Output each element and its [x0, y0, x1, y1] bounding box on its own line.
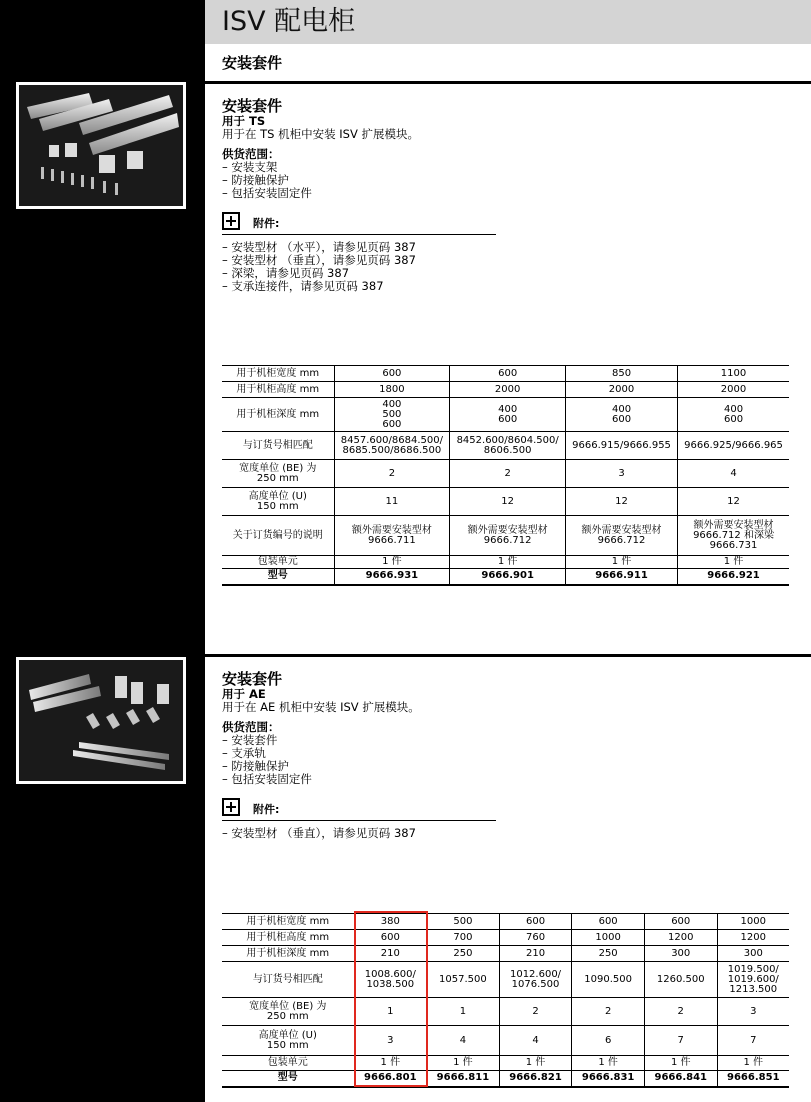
table-cell: 400 500 600	[334, 398, 450, 432]
table-cell: 2000	[678, 382, 789, 398]
row-label: 用于机柜高度 mm	[222, 382, 334, 398]
model-number: 9666.901	[450, 569, 566, 585]
kit2-spec-table	[222, 913, 789, 1088]
row-label: 宽度单位 (BE) 为 250 mm	[222, 998, 354, 1026]
kit1-spec-table	[222, 365, 789, 586]
table-row	[222, 398, 789, 432]
table-cell: 1 件	[450, 556, 566, 569]
kit1-accessory-item: – 支承连接件，请参见页码 387	[222, 279, 384, 293]
table-cell: 500	[427, 914, 500, 930]
table-cell: 1008.600/ 1038.500	[354, 962, 427, 998]
table-row	[222, 962, 789, 998]
kit1-accessory-item: – 深梁，请参见页码 387	[222, 266, 350, 280]
row-label: 与订货号相匹配	[222, 962, 354, 998]
table-cell: 1019.500/ 1019.600/ 1213.500	[717, 962, 789, 998]
highlight-box	[354, 911, 428, 1087]
table-cell: 250	[572, 946, 645, 962]
row-label: 用于机柜深度 mm	[222, 398, 334, 432]
section-rule-2	[205, 654, 811, 657]
table-row	[222, 382, 789, 398]
model-number: 9666.931	[334, 569, 450, 585]
table-cell: 400 600	[678, 398, 789, 432]
model-number: 9666.801	[354, 1071, 427, 1087]
table-row	[222, 556, 789, 569]
section-rule-1	[205, 81, 811, 84]
table-cell: 1200	[644, 930, 717, 946]
kit2-accessory-list	[222, 827, 416, 840]
kit2-scope-title: 供货范围：	[222, 720, 280, 734]
table-cell: 9666.915/9666.955	[566, 432, 678, 460]
kit1-title: 安装套件	[222, 97, 283, 115]
kit1-accessory-item: – 安装型材 （垂直），请参见页码 387	[222, 253, 416, 267]
model-number: 9666.821	[499, 1071, 572, 1087]
kit2-description: 用于在 AE 机柜中安装 ISV 扩展模块。	[222, 700, 420, 714]
table-cell: 600	[644, 914, 717, 930]
page-title: ISV 配电柜	[222, 6, 356, 37]
model-row	[222, 569, 789, 585]
kit2-text-block	[222, 670, 420, 786]
table-cell: 210	[354, 946, 427, 962]
table-cell: 额外需要安装型材 9666.712	[566, 516, 678, 556]
table-cell: 2	[572, 998, 645, 1026]
table-cell: 9666.925/9666.965	[678, 432, 789, 460]
model-row	[222, 1071, 789, 1087]
table-cell: 1800	[334, 382, 450, 398]
table-cell: 760	[499, 930, 572, 946]
row-label: 高度单位 (U) 150 mm	[222, 488, 334, 516]
table-row	[222, 1056, 789, 1071]
table-cell: 2	[499, 998, 572, 1026]
table-cell: 2	[334, 460, 450, 488]
table-cell: 300	[644, 946, 717, 962]
table-cell: 600	[354, 930, 427, 946]
table-cell: 2000	[450, 382, 566, 398]
table-cell: 1000	[572, 930, 645, 946]
row-label: 与订货号相匹配	[222, 432, 334, 460]
table-cell: 额外需要安装型材 9666.712 和深梁 9666.731	[678, 516, 789, 556]
table-cell: 3	[354, 1026, 427, 1056]
model-number: 9666.841	[644, 1071, 717, 1087]
table-row	[222, 1026, 789, 1056]
table-cell: 210	[499, 946, 572, 962]
kit2-accessory-header	[222, 798, 496, 821]
table-cell: 2000	[566, 382, 678, 398]
table-cell: 1 件	[566, 556, 678, 569]
row-label: 高度单位 (U) 150 mm	[222, 1026, 354, 1056]
plus-icon	[222, 798, 240, 816]
row-label: 宽度单位 (BE) 为 250 mm	[222, 460, 334, 488]
product-image-ae-kit	[16, 657, 186, 784]
table-row	[222, 460, 789, 488]
kit1-accessory-item: – 安装型材 （水平），请参见页码 387	[222, 240, 416, 254]
kit2-accessory-item: – 安装型材 （垂直），请参见页码 387	[222, 826, 416, 840]
table-row	[222, 488, 789, 516]
table-cell: 1 件	[427, 1056, 500, 1071]
kit1-accessory-header	[222, 212, 496, 235]
plus-icon	[222, 212, 240, 230]
kit1-scope-item: – 包括安装固定件	[222, 186, 312, 200]
table-cell: 2	[644, 998, 717, 1026]
table-cell: 1 件	[572, 1056, 645, 1071]
table-cell: 1090.500	[572, 962, 645, 998]
table-cell: 850	[566, 366, 678, 382]
table-cell: 600	[334, 366, 450, 382]
table-cell: 11	[334, 488, 450, 516]
table-cell: 1000	[717, 914, 789, 930]
table-cell: 1260.500	[644, 962, 717, 998]
table-cell: 600	[450, 366, 566, 382]
row-label: 用于机柜深度 mm	[222, 946, 354, 962]
kit2-title: 安装套件	[222, 670, 283, 688]
table-cell: 2	[450, 460, 566, 488]
table-row	[222, 946, 789, 962]
kit1-accessory-list	[222, 241, 416, 293]
table-cell: 4	[678, 460, 789, 488]
model-number: 9666.831	[572, 1071, 645, 1087]
table-cell: 1057.500	[427, 962, 500, 998]
table-cell: 8457.600/8684.500/ 8685.500/8686.500	[334, 432, 450, 460]
kit2-scope-item: – 支承轨	[222, 746, 266, 760]
kit2-accessory-label: 附件:	[253, 803, 280, 816]
kit2-scope-item: – 防接触保护	[222, 759, 289, 773]
kit2-scope-item: – 安装套件	[222, 733, 278, 747]
table-cell: 3	[717, 998, 789, 1026]
table-cell: 400 600	[450, 398, 566, 432]
kit1-for-label: 用于 TS	[222, 114, 266, 128]
table-cell: 12	[678, 488, 789, 516]
table-cell: 1012.600/ 1076.500	[499, 962, 572, 998]
kit1-accessory-label: 附件:	[253, 217, 280, 230]
table-cell: 6	[572, 1026, 645, 1056]
table-row	[222, 998, 789, 1026]
kit1-scope-item: – 安装支架	[222, 160, 278, 174]
table-cell: 4	[499, 1026, 572, 1056]
table-cell: 1 件	[717, 1056, 789, 1071]
table-cell: 1 件	[499, 1056, 572, 1071]
table-cell: 额外需要安装型材 9666.712	[450, 516, 566, 556]
table-cell: 1	[354, 998, 427, 1026]
table-cell: 8452.600/8604.500/ 8606.500	[450, 432, 566, 460]
row-label: 包装单元	[222, 556, 334, 569]
table-cell: 1 件	[678, 556, 789, 569]
table-cell: 250	[427, 946, 500, 962]
model-number: 9666.811	[427, 1071, 500, 1087]
table-cell: 12	[450, 488, 566, 516]
table-row	[222, 366, 789, 382]
row-label: 包装单元	[222, 1056, 354, 1071]
table-cell: 12	[566, 488, 678, 516]
model-number: 9666.851	[717, 1071, 789, 1087]
model-label: 型号	[222, 1071, 354, 1087]
table-cell: 300	[717, 946, 789, 962]
table-cell: 7	[644, 1026, 717, 1056]
table-cell: 7	[717, 1026, 789, 1056]
model-number: 9666.911	[566, 569, 678, 585]
section-title: 安装套件	[222, 54, 283, 72]
table-cell: 4	[427, 1026, 500, 1056]
kit2-for-label: 用于 AE	[222, 687, 266, 701]
kit2-scope-item: – 包括安装固定件	[222, 772, 312, 786]
table-row	[222, 516, 789, 556]
table-cell: 600	[572, 914, 645, 930]
table-row	[222, 914, 789, 930]
table-cell: 700	[427, 930, 500, 946]
table-cell: 1 件	[334, 556, 450, 569]
table-cell: 1200	[717, 930, 789, 946]
table-row	[222, 930, 789, 946]
table-cell: 600	[499, 914, 572, 930]
kit1-text-block	[222, 97, 419, 200]
kit1-description: 用于在 TS 机柜中安装 ISV 扩展模块。	[222, 127, 420, 141]
model-number: 9666.921	[678, 569, 789, 585]
table-cell: 1 件	[644, 1056, 717, 1071]
row-label: 用于机柜宽度 mm	[222, 914, 354, 930]
row-label: 关于订货编号的说明	[222, 516, 334, 556]
table-cell: 1 件	[354, 1056, 427, 1071]
table-cell: 1100	[678, 366, 789, 382]
table-cell: 额外需要安装型材 9666.711	[334, 516, 450, 556]
kit1-scope-item: – 防接触保护	[222, 173, 289, 187]
table-cell: 400 600	[566, 398, 678, 432]
table-cell: 380	[354, 914, 427, 930]
row-label: 用于机柜高度 mm	[222, 930, 354, 946]
kit1-scope-title: 供货范围：	[222, 147, 280, 161]
table-cell: 3	[566, 460, 678, 488]
product-image-ts-kit	[16, 82, 186, 209]
row-label: 用于机柜宽度 mm	[222, 366, 334, 382]
model-label: 型号	[222, 569, 334, 585]
table-row	[222, 432, 789, 460]
table-cell: 1	[427, 998, 500, 1026]
